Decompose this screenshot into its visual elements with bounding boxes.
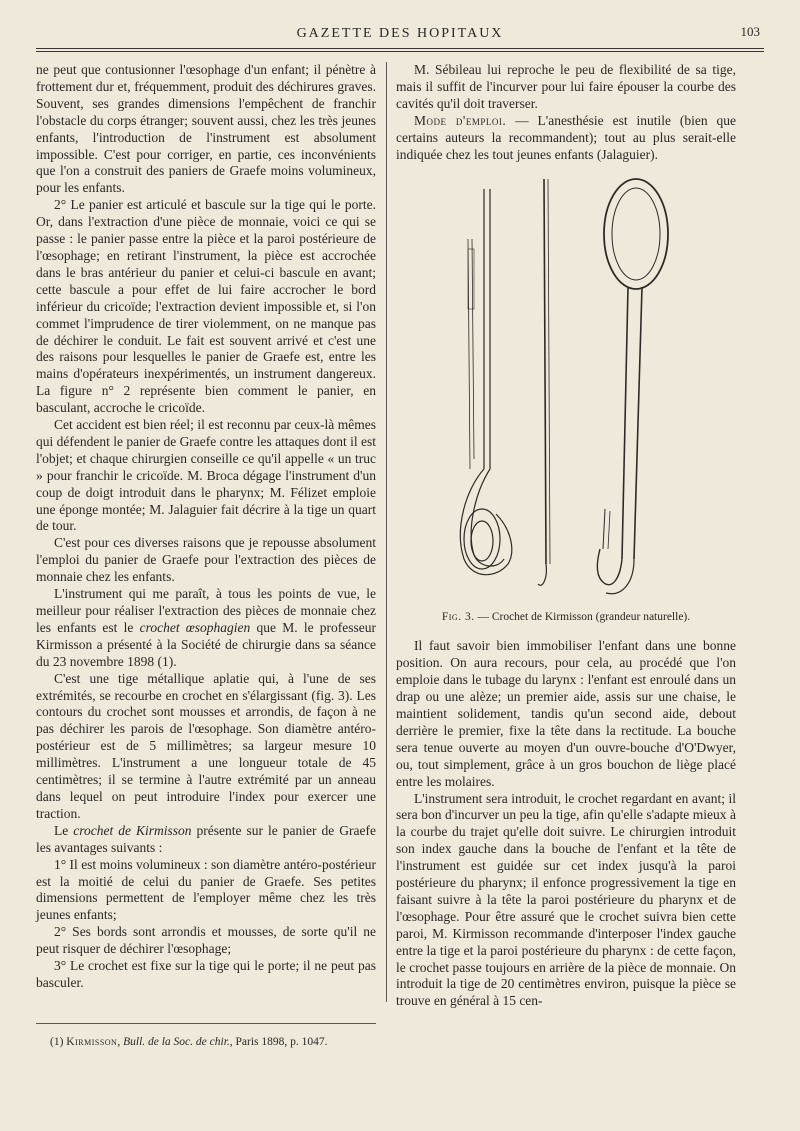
footnote-journal: Bull. de la Soc. de chir. (123, 1036, 230, 1048)
text-run: , Paris 1898, p. 1047. (229, 1036, 328, 1048)
text-run: que M. le professeur Kirmisson a présenté à la Société de chirurgie dans sa séance du 23 novembre 1898 (1). (36, 619, 376, 669)
text-run: Le (54, 822, 74, 838)
figure-3 (396, 169, 736, 609)
paragraph: L'instrument sera introduit, le crochet regardant en avant; il sera bon d'incurver un peu la tige, afin qu'elle s'adapte mieux à la courbe du trajet qu'elle doit suivre. Le chirurgien introduit son index gauche dans la bouche de l'enfant et la tête de l'instrument est guidée sur cet index jusqu'à la paroi postérieure du pharynx; il enfonce progressivement la tige en faisant suivre à la tête la paroi postérieure du pharynx et de l'œsophage. Pour être assuré que le crochet suivra bien cette paroi, M. Kirmisson recommande d'interposer l'index gauche entre la tige et la paroi postérieure du pharynx : de cette façon, le crochet passe toujours en arrière de la pièce de monnaie. On introduit la tige de 20 centimètres environ, puisque la pièce se trouve en général à 15 cen- (396, 790, 736, 1009)
header-rule (36, 48, 764, 52)
text-run: — L'anesthésie est inutile (bien que certains auteurs la recommandent); tout au plus serait-elle indiquée chez les tout jeunes enfants (Jalaguier). (396, 112, 736, 162)
text-run: présente sur le panier de Graefe les avantages suivants : (36, 822, 376, 855)
page-number: 103 (740, 24, 760, 39)
italic-term: crochet de Kirmisson (73, 822, 192, 838)
section-heading: Mode d'emploi. (414, 112, 507, 128)
footnote-author: Kirmisson (66, 1036, 118, 1048)
list-item: 1° Il est moins volumineux : son diamètre antéro-postérieur est la moitié de celui du panier de Graefe. Ses petites dimensions permettent de l'employer même chez les très jeunes enfants; (36, 856, 376, 923)
footnote (50, 1036, 380, 1048)
paragraph: 2° Le panier est articulé et bascule sur la tige qui le porte. Or, dans l'extraction d'une pièce de monnaie, voici ce qui se passe : le panier passe entre la pièce et la paroi postérieure de l'œsophage; en retirant l'instrument, la pièce est accrochée dans le bras antérieur du panier et celui-ci bascule en avant; cette bascule a pour effet de lui faire accrocher le bord inférieur du cricoïde; l'extraction devient impossible et, si l'on commet l'imprudence de tirer violemment, on ne manque pas de déchirer le conduit. Le fait est souvent arrivé et c'est une des raisons pour lesquelles le panier de Graefe est, entre les mains d'opérateurs inexpérimentés, un instrument dangereux. La figure n° 2 représente bien comment le panier, en basculant, accroche le cricoïde. (36, 197, 376, 416)
paragraph: M. Sébileau lui reproche le peu de flexibilité de sa tige, mais il suffit de l'incurver pour lui faire épouser la courbe des cavités qu'il doit traverser. (396, 62, 736, 111)
text-run: — Crochet de Kirmisson (grandeur naturelle). (474, 611, 691, 624)
text-run: L'instrument qui me paraît, à tous les points de vue, le meilleur pour réaliser l'extraction des pièces de monnaie chez les enfants est le (36, 586, 376, 635)
column-divider (386, 62, 387, 1002)
kirmisson-hook-illustration (396, 169, 736, 609)
right-column (396, 62, 736, 1010)
paragraph (396, 113, 736, 164)
figure-caption (396, 609, 736, 626)
footnote-marker: (1) (50, 1036, 67, 1048)
running-title: GAZETTE DES HOPITAUX (296, 26, 504, 41)
paragraph: C'est pour ces diverses raisons que je repousse absolument l'emploi du panier de Graefe pour l'extraction des pièces de monnaie chez les enfants. (36, 535, 376, 585)
paragraph: C'est une tige métallique aplatie qui, à l'une de ses extrémités, se recourbe en crochet en s'élargissant (fig. 3). Les contours du crochet sont mousses et arrondis, de façon à ne pas déchirer les parois de l'œsophage. Son diamètre antéro-postérieur est de 5 millimètres; sa largeur mesure 10 millimètres. L'instrument a une longueur totale de 45 centimètres; il se termine à l'autre extrémité par un anneau dans lequel on peut introduire l'index pour exercer une traction. (36, 670, 376, 821)
text-run: , (117, 1036, 124, 1048)
paragraph: Il faut savoir bien immobiliser l'enfant dans une bonne position. On aura recours, pour cela, au procédé que l'on emploie dans le tubage du larynx : l'enfant est enroulé dans un drap ou une alèze; un premier aide, assis sur une chaise, le maintient solidement, tandis qu'un second aide, debout derrière le premier, fixe la tête dans la rectitude. La bouche sera tenue ouverte au moyen d'un ouvre-bouche d'O'Dwyer, ou, tout simplement, grâce à un gros bouchon de liège placé entre les molaires. (396, 638, 736, 789)
paragraph: Cet accident est bien réel; il est reconnu par ceux-là mêmes qui défendent le panier de Graefe contre les attaques dont il est l'objet; et chaque chirurgien conseille ce qu'il appelle « un truc » pour franchir le cricoïde. M. Broca dégage l'instrument d'un coup de doigt introduit dans le pharynx; M. Félizet emploie une éponge montée; M. Jalaguier fait décrire à la tige un quart de tour. (36, 417, 376, 534)
footnote-rule (36, 1023, 376, 1024)
figure-label: Fig. 3. (441, 611, 475, 624)
list-item: 2° Ses bords sont arrondis et mousses, de sorte qu'il ne peut risquer de déchirer l'œsophage; (36, 924, 376, 957)
left-column (36, 62, 376, 992)
paragraph: ne peut que contusionner l'œsophage d'un enfant; il pénètre à frottement dur et, fréquemment, produit des déchirures graves. Souvent, ses grandes dimensions l'empêchent de franchir l'obstacle du corps étranger; souvent aussi, chez les très jeunes enfants, l'introduction de l'instrument est absolument impossible. C'est pour corriger, en partie, ces inconvénients que l'on a construit des paniers de Graefe moins volumineux, pour les enfants. (36, 62, 376, 196)
paragraph (36, 823, 376, 857)
italic-term: crochet œsophagien (139, 619, 251, 635)
list-item: 3° Le crochet est fixe sur la tige qui le porte; il ne peut pas basculer. (36, 958, 376, 990)
paragraph (36, 586, 376, 671)
